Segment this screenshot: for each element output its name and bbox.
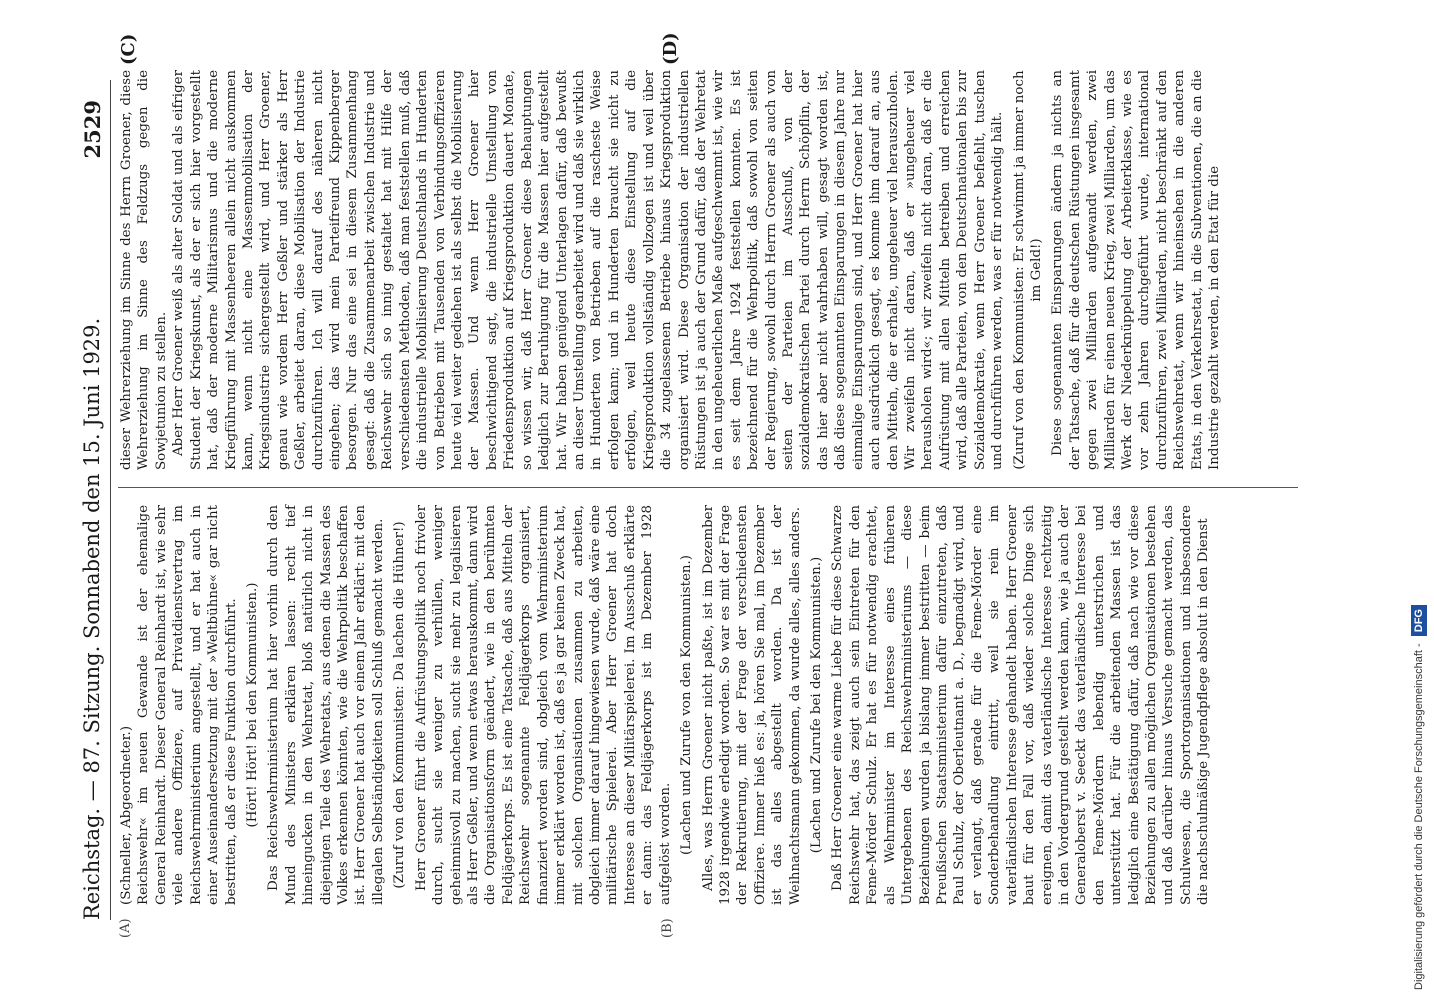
paragraph: Reichswehr« im neuen Gewande ist der ehemalige General Reinhardt. Dieser General Reinhardt ist, wie sehr viele andere Offiziere, auf Privatdienstvertrag im Reichswehrministerium angestellt, und er hat auch in einer Auseinandersetzung mit der »Weltbühne« gar nicht bestritten, daß er diese Funktion durchführt. bbox=[136, 505, 239, 905]
margin-mark-a: (A) bbox=[118, 918, 133, 938]
interjection: (Hört! Hört! bei den Kommunisten.) bbox=[244, 582, 260, 828]
margin-mark-c: (C) bbox=[118, 33, 139, 65]
paragraph: Daß Herr Groener eine warme Liebe für diese Schwarze Reichswehr hat, das zeigt auch sein Eintreten für den Feme-Mörder Schulz. Er hat es für notwendig erachtet, als Wehrminister im Interesse eines früheren Untergebenen des Reichswehrministeriums — diese Beziehungen wurden ja bislang immer bestritten — beim Preußischen Staatsministerium dafür einzutreten, daß Paul Schulz, der Oberleutnant a. D., begnadigt wird, und er verlangt, daß gerade für die Feme-Mörder eine Sonderbehandlung eintritt, weil sie rein im vaterländischen Interesse gehandelt haben. Herr Groener baut für den Fall vor, daß wieder solche Dinge sich ereignen, damit das vaterländische Interesse rechtzeitig in den Vordergrund gestellt werden kann, wie ja auch der Generaloberst v. Seeckt das vaterländische Interesse bei den Feme-Mördern lebendig unterstrichen und unterstützt hat. Für die arbeitenden Massen ist das lediglich eine Bestätigung dafür, daß nach wie vor diese Beziehungen zu allen möglichen Organisationen bestehen und daß darüber hinaus Versuche gemacht werden, das Schulwesen, die Sportorganisationen und insbesondere die nachschulmäßige Jugendpflege absolut in den Dienst bbox=[830, 505, 1212, 905]
header-title: Reichstag. — 87. Sitzung. Sonnabend den 15. Juni 1929. bbox=[80, 317, 104, 920]
header-rule bbox=[110, 80, 111, 920]
paragraph: Aber Herr Groener weiß als alter Soldat und als eifriger Student der Kriegskunst, als der er sich hier vorgestellt hat, daß der moderne Militarismus und die moderne Kriegführung mit Massenheeren allein nicht auskommen kann, wenn nicht eine Massenmobilisation der Kriegsindustrie sichergestellt wird, und Herr Groener, genau wie vordem Herr Geßler und stärker als Herr Geßler, arbeitet daran, diese Mobilisation der Industrie durchzuführen. Ich will darauf des näheren nicht eingehen; das wird mein Parteifreund Kippenberger besorgen. Nur das eine sei in diesem Zusammenhang gesagt: daß die Zusammenarbeit zwischen Industrie und Reichswehr sich so innig gestaltet hat mit Hilfe der verschiedensten Methoden, daß man feststellen muß, daß die industrielle Mobilisierung Deutschlands in Hunderten von Betrieben mit Tausenden von Verbindungsoffizieren heute viel weiter gediehen ist als selbst die Mobilisierung der Massen. Und wenn Herr Groener hier beschwichtigend sagt, die industrielle Umstellung von Friedensproduktion auf Kriegsproduktion dauert Monate, so wissen wir, daß Herr Groener diese Behauptungen lediglich zur Beruhigung für die Massen hier aufgestellt hat. Wir haben genügend Unterlagen dafür, daß bewußt an dieser Umstellung gearbeitet wird und daß sie wirklich in Hunderten von Betrieben auf die rascheste Weise erfolgen kann; und in Hunderten braucht sie nicht zu erfolgen, weil heute diese Einstellung auf die Kriegsproduktion vollständig vollzogen ist und weil über die 34 zugelassenen Betriebe hinaus Kriegsproduktion organisiert wird. Diese Organisation der industriellen Rüstungen ist ja auch der Grund dafür, daß der Wehretat in den ungeheuerlichen Maße aufgeschwemmt ist, wie wir es seit dem Jahre 1924 feststellen konnten. Es ist bezeichnend für die Wehrpolitik, daß sowohl von seiten der Regierung, sowohl durch Herrn Groener als auch von seiten der Parteien im Ausschuß, von der sozialdemokratischen Partei durch Herrn Schöpflin, der das hier aber nicht wahrhaben will, gesagt worden ist, daß diese sogenannten Einsparungen in diesem Jahre nur einmalige Einsparungen sind, und Herr Groener hat hier auch ausdrücklich gesagt, es komme ihm darauf an, aus den Mitteln, die er erhalte, ungeheuer viel herauszuholen. Wir zweifeln nicht daran, daß er »ungeheuer viel herausholen wird«; wir zweifeln nicht daran, daß er die Aufrüstung mit allen Mitteln betreiben und erreichen wird, daß alle Parteien, von den Deutschnationalen bis zur Sozialdemokratie, wenn Herr Groener befiehlt, tuschen und durchführen werden, was er für notwendig hält. bbox=[171, 70, 1006, 470]
paragraph: dieser Wehrerziehung im Sinne des Herrn Groener, diese Wehrerziehung im Sinne des Feldzugs gegen die Sowjetunion zu stellen. bbox=[119, 70, 169, 470]
paragraph: Herr Groener führt die Aufrüstungspolitik noch frivoler durch, sucht sie weniger zu verhüllen, weniger geheimnisvoll zu machen, sucht sie mehr zu legalisieren als Herr Geßler, und wenn etwas herauskommt, dann wird die Organisationsform geändert, wie in den berühmten Feldjägerkorps. Es ist eine Tatsache, daß aus Mitteln der Reichswehr sogenannte Feldjägerkorps organisiert, finanziert worden sind, obgleich vom Wehrministerium immer erklärt worden ist, daß es ja gar keinen Zweck hat, mit solchen Organisationen zusammen zu arbeiten, obgleich immer darauf hingewiesen wurde, daß wäre eine militärische Spielerei. Aber Herr Groener hat doch Interesse an dieser Militärspielerei. Im Ausschuß erklärte er dann: das Feldjägerkorps ist im Dezember 1928 aufgelöst worden. bbox=[413, 505, 673, 905]
interjection: (Zuruf von den Kommunisten: Da lachen die Hühner!) bbox=[392, 521, 408, 889]
interjection: (Lachen und Zurufe von den Kommunisten.) bbox=[679, 555, 695, 855]
interjection: (Lachen und Zurufe bei den Kommunisten.) bbox=[809, 556, 825, 854]
paragraph: Diese sogenannten Einsparungen ändern ja nichts an der Tatsache, daß für die deutschen Rüstungen insgesamt gegen zwei Milliarden aufgewandt werden, zwei Milliarden für einen neuen Krieg, zwei Milliarden, um das Werk der Niederknüppelung der Arbeiterklasse, wie es vor zehn Jahren durchgeführt wurde, international durchzuführen, zwei Milliarden, nicht beschränkt auf den Reichswehretat, wenn wir hineinsehen in die anderen Etats, in den Verkehrsetat, in die Subventionen, die an die Industrie gezahlt werden, in den Etat für die bbox=[1050, 70, 1223, 470]
speaker-line: (Schneller, Abgeordneter.) bbox=[119, 725, 134, 905]
page-header bbox=[72, 80, 112, 920]
column-divider bbox=[118, 487, 1298, 488]
interjection: (Zuruf von den Kommunisten: Er schwimmt ja immer noch im Geld!) bbox=[1011, 70, 1044, 470]
digitization-note bbox=[1408, 10, 1430, 990]
right-column bbox=[118, 70, 1224, 470]
digitization-note-text: Digitalisierung gefördert durch die Deutsche Forschungsgemeinschaft - bbox=[1413, 643, 1425, 990]
paragraph: Alles, was Herrn Groener nicht paßte, ist im Dezember 1928 irgendwie erledigt worden. So war es mit der Frage der Rekrutierung, mit der Frage der verschiedensten Offiziere. Immer hieß es: ja, hören Sie mal, im Dezember ist das alles abgestellt worden. Da ist der Weihnachtsmann gekommen, da wurde alles, alles anders. bbox=[700, 505, 803, 905]
page-number: 2529 bbox=[80, 100, 105, 159]
paragraph: Das Reichswehrministerium hat hier vorhin durch den Mund des Ministers erklären lassen: recht tief hineingucken in den Wehretat, bloß natürlich nicht in diejenigen Teile des Wehretats, aus denen die Massen des Volkes erkennen könnten, wie die Wehrpolitik beschaffen ist. Herr Groener hat auch vor einem Jahr erklärt: mit den illegalen Selbständigkeiten soll Schluß gemacht werden. bbox=[266, 505, 386, 905]
left-column bbox=[118, 505, 1213, 905]
margin-mark-d: (D) bbox=[660, 32, 681, 65]
margin-mark-b: (B) bbox=[660, 918, 675, 938]
dfg-logo: DFG bbox=[1411, 605, 1427, 636]
